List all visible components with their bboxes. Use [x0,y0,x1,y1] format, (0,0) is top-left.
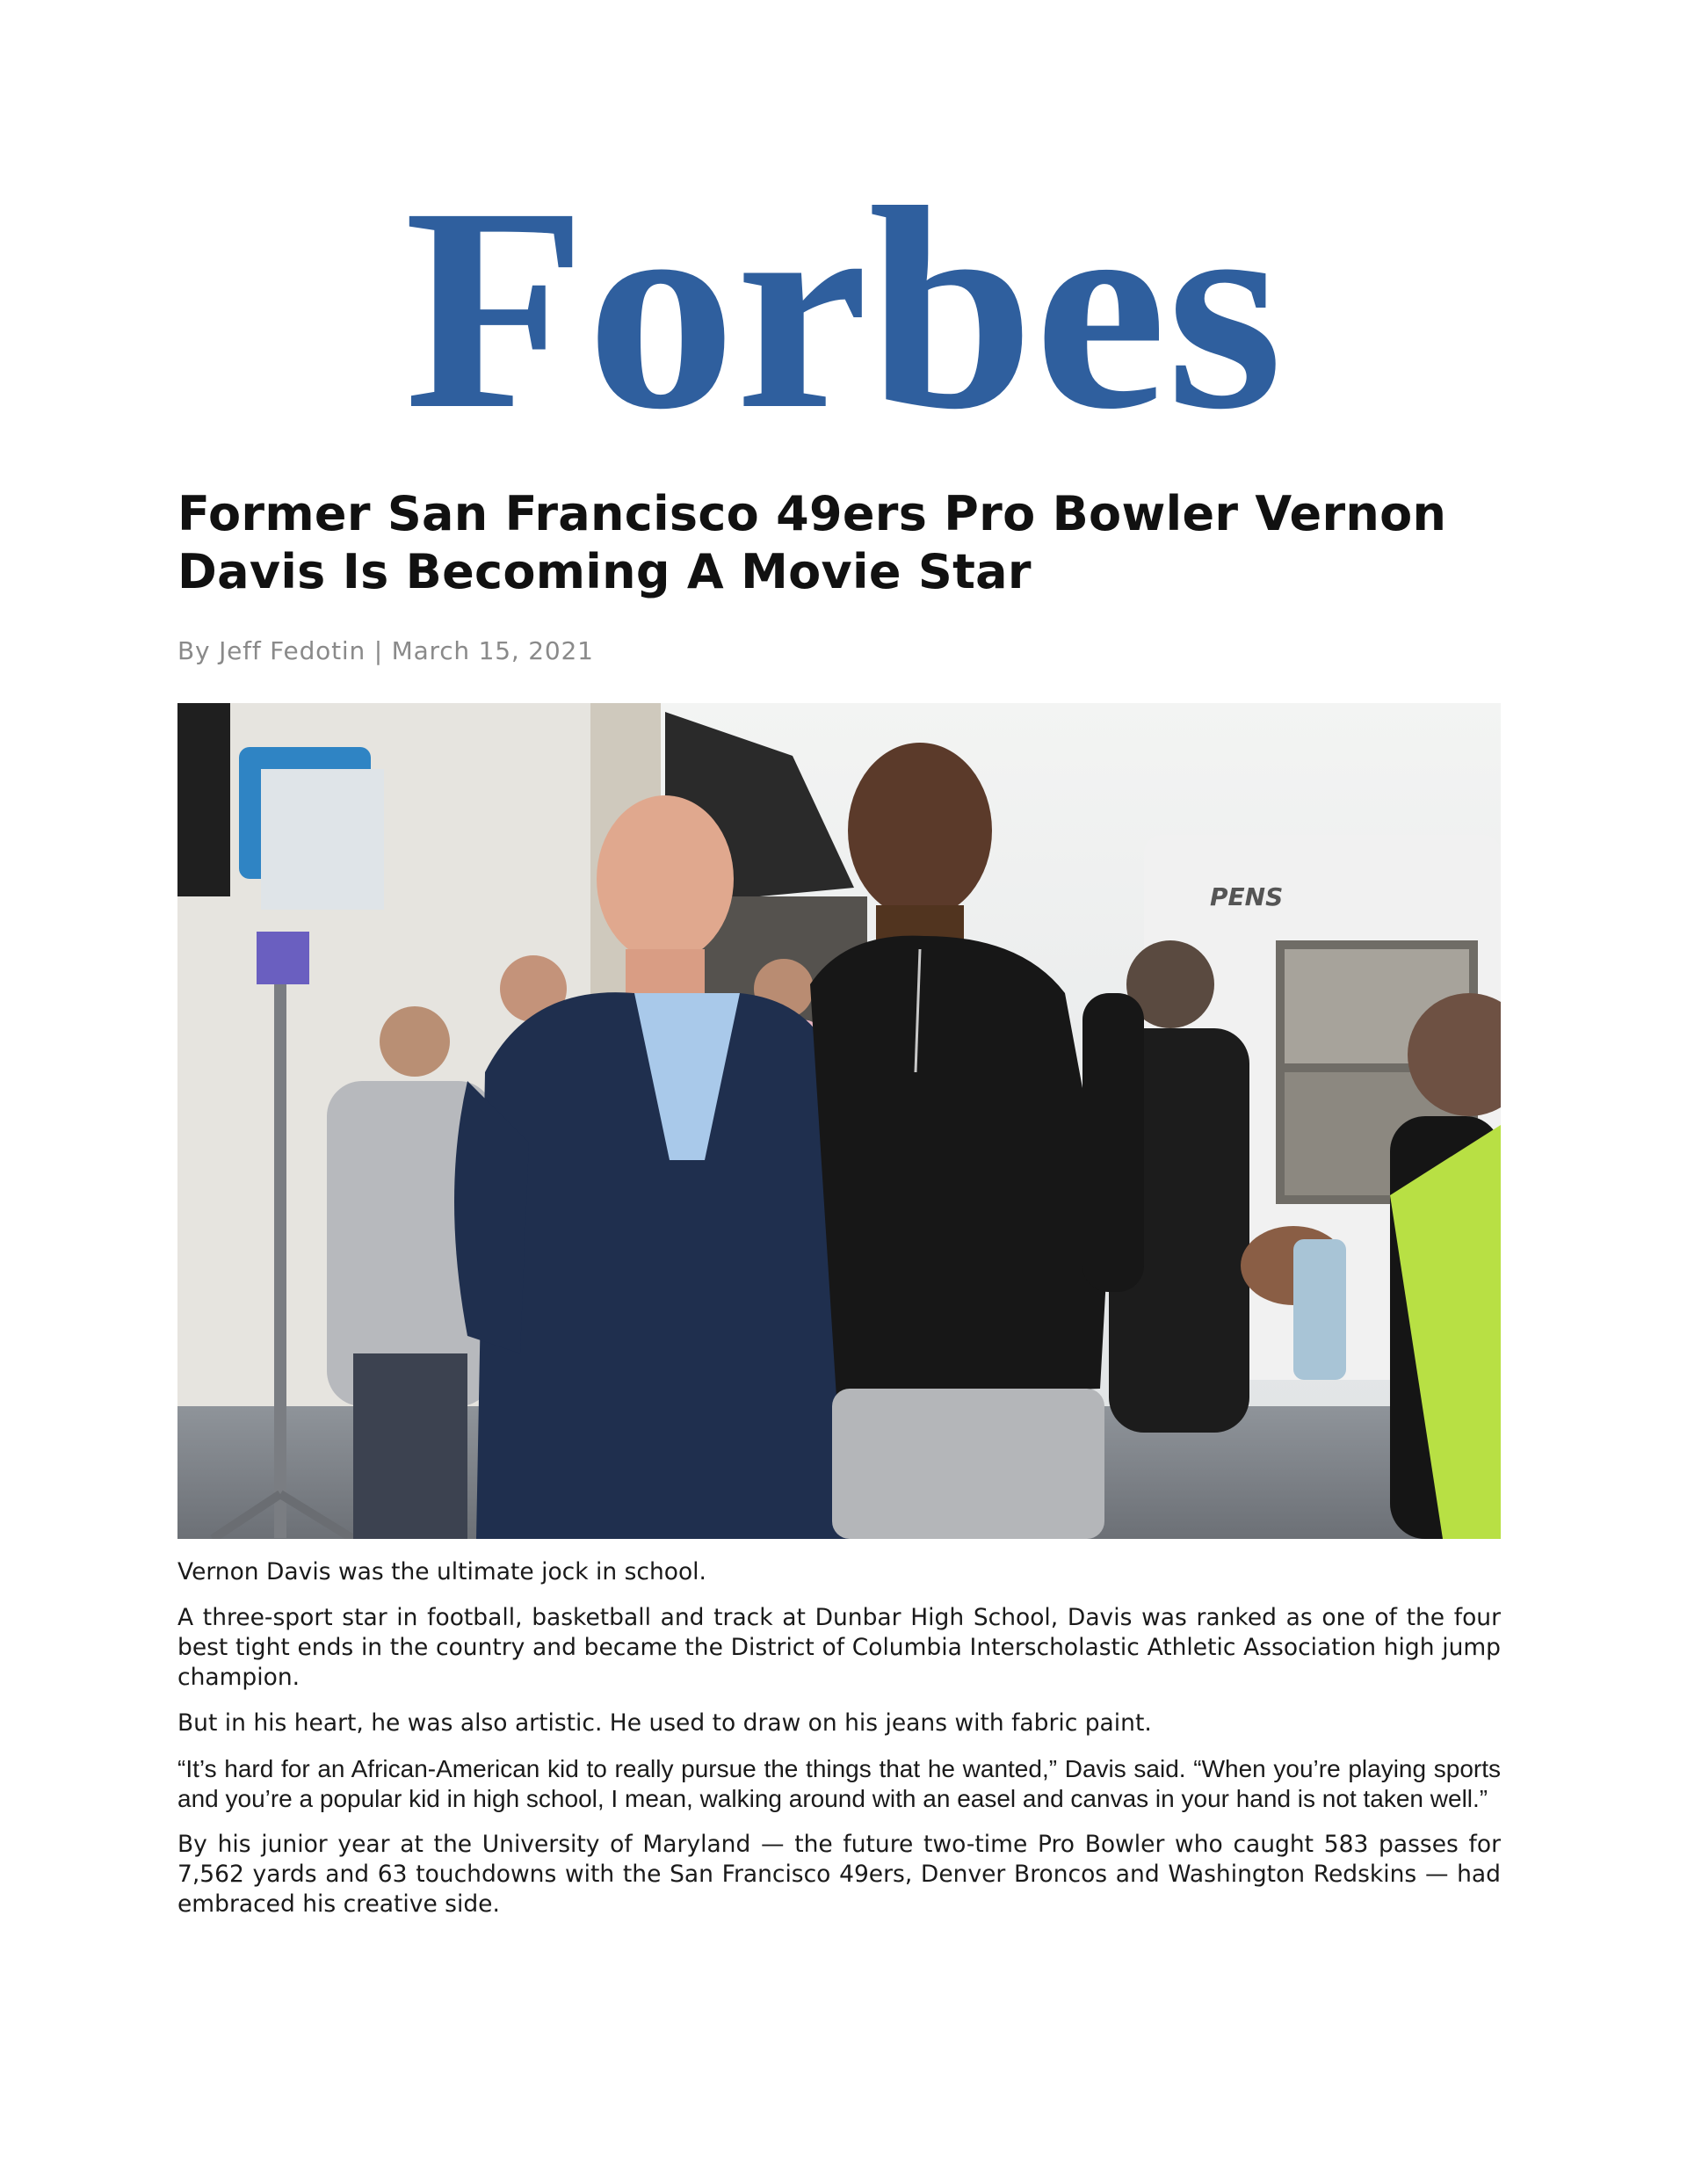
paragraph: A three-sport star in football, basketball and track at Dunbar High School, Davis was ranked as one of the four best tight ends in the country and became the District of Columbia Interscholastic Athletic Association high jump champion. [177,1604,1501,1691]
paragraph: By his junior year at the University of Maryland — the future two-time Pro Bowler who caught 583 passes for 7,562 yards and 63 touchdowns with the San Francisco 49ers, Denver Broncos and Washington Redskins — had embraced his creative side. [177,1831,1501,1918]
truck-lettering: PENS [1210,882,1284,911]
forbes-logo-wordmark: Forbes [404,167,1283,431]
forbes-logo [387,167,1300,431]
article-headline: Former San Francisco 49ers Pro Bowler Vernon Davis Is Becoming A Movie Star [177,486,1447,599]
paragraph: Vernon Davis was the ultimate jock in school. [177,1558,706,1585]
article-byline: By Jeff Fedotin | March 15, 2021 [177,636,594,665]
article-photo [177,703,1501,1539]
paragraph: But in his heart, he was also artistic. He used to draw on his jeans with fabric paint. [177,1709,1152,1737]
article-body [177,1557,1501,1935]
paragraph-quote: “It’s hard for an African-American kid to really pursue the things that he wanted,” Davis said. “When you’re playing sports and you’re a popular kid in high school, I mean, walking around with an easel and canvas in your hand is not taken well.” [177,1755,1501,1812]
